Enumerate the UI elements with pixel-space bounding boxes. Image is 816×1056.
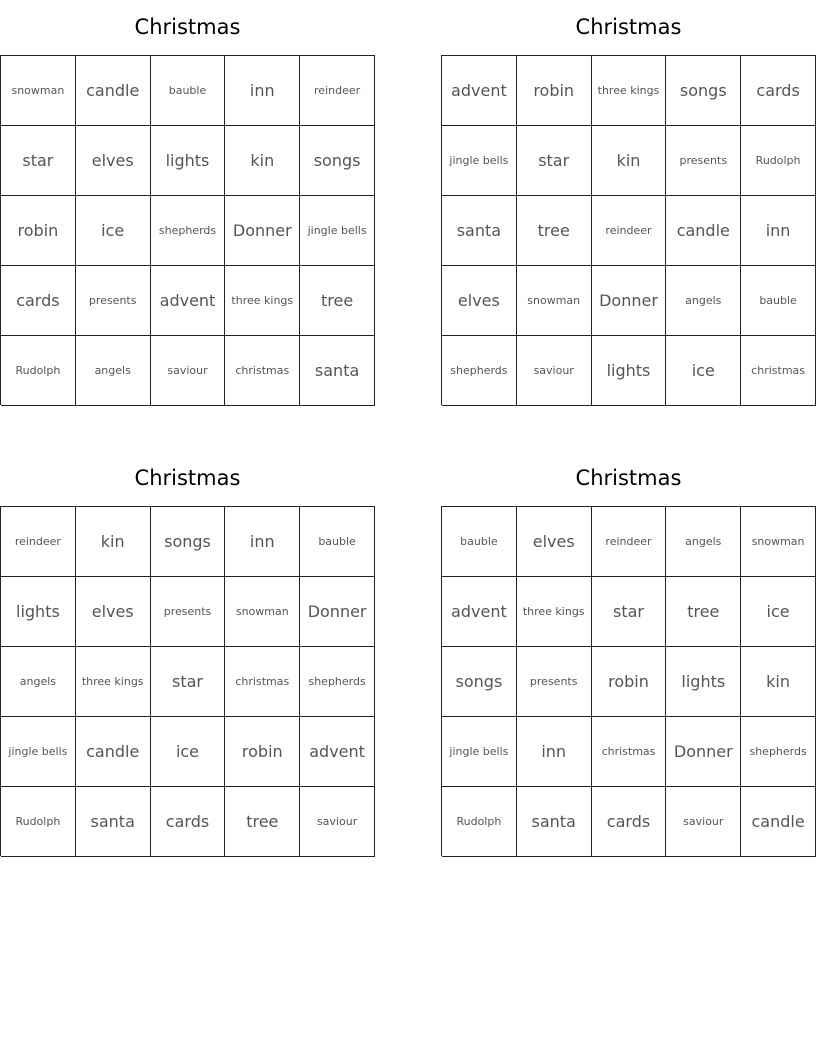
bingo-cell: shepherds bbox=[300, 647, 375, 717]
bingo-cell: candle bbox=[76, 717, 151, 787]
bingo-cell: robin bbox=[1, 196, 76, 266]
bingo-cell: bauble bbox=[741, 266, 816, 336]
bingo-cell: Rudolph bbox=[1, 787, 76, 857]
bingo-cell: presents bbox=[76, 266, 151, 336]
bingo-cell: songs bbox=[300, 126, 375, 196]
bingo-cell: advent bbox=[442, 56, 517, 126]
bingo-cell: cards bbox=[592, 787, 667, 857]
bingo-cell: reindeer bbox=[592, 196, 667, 266]
card-title: Christmas bbox=[134, 15, 241, 39]
bingo-cell: saviour bbox=[666, 787, 741, 857]
bingo-cell: star bbox=[517, 126, 592, 196]
bingo-cell: reindeer bbox=[300, 56, 375, 126]
card-title: Christmas bbox=[134, 466, 241, 490]
bingo-cell: robin bbox=[225, 717, 300, 787]
bingo-cell: cards bbox=[151, 787, 226, 857]
bingo-cell: Donner bbox=[666, 717, 741, 787]
bingo-cell: shepherds bbox=[741, 717, 816, 787]
bingo-cell: Rudolph bbox=[442, 787, 517, 857]
bingo-cell: star bbox=[592, 577, 667, 647]
bingo-cell: songs bbox=[442, 647, 517, 717]
bingo-cell: candle bbox=[666, 196, 741, 266]
bingo-cell: three kings bbox=[76, 647, 151, 717]
bingo-cell: cards bbox=[741, 56, 816, 126]
bingo-cell: angels bbox=[666, 507, 741, 577]
bingo-cell: songs bbox=[666, 56, 741, 126]
bingo-cell: three kings bbox=[517, 577, 592, 647]
bingo-cell: star bbox=[1, 126, 76, 196]
bingo-cell: bauble bbox=[151, 56, 226, 126]
bingo-cell: angels bbox=[1, 647, 76, 717]
bingo-cell: ice bbox=[76, 196, 151, 266]
bingo-cell: tree bbox=[225, 787, 300, 857]
bingo-card bbox=[0, 465, 375, 856]
bingo-cell: star bbox=[151, 647, 226, 717]
bingo-cell: Rudolph bbox=[741, 126, 816, 196]
bingo-cell: elves bbox=[76, 577, 151, 647]
bingo-cell: elves bbox=[76, 126, 151, 196]
bingo-cell: inn bbox=[741, 196, 816, 266]
bingo-cell: ice bbox=[741, 577, 816, 647]
bingo-cell: advent bbox=[442, 577, 517, 647]
bingo-cell: presents bbox=[151, 577, 226, 647]
bingo-cell: snowman bbox=[741, 507, 816, 577]
bingo-cell: Donner bbox=[300, 577, 375, 647]
bingo-cell: kin bbox=[76, 507, 151, 577]
bingo-cell: presents bbox=[517, 647, 592, 717]
bingo-cell: lights bbox=[592, 336, 667, 406]
bingo-cell: three kings bbox=[225, 266, 300, 336]
bingo-cell: angels bbox=[666, 266, 741, 336]
bingo-cell: tree bbox=[517, 196, 592, 266]
bingo-cell: christmas bbox=[741, 336, 816, 406]
bingo-cell: cards bbox=[1, 266, 76, 336]
bingo-cell: Rudolph bbox=[1, 336, 76, 406]
bingo-cell: reindeer bbox=[1, 507, 76, 577]
bingo-cell: candle bbox=[741, 787, 816, 857]
bingo-cell: santa bbox=[517, 787, 592, 857]
bingo-cell: bauble bbox=[442, 507, 517, 577]
bingo-grid bbox=[0, 55, 375, 405]
bingo-card bbox=[441, 14, 816, 405]
bingo-cell: snowman bbox=[225, 577, 300, 647]
bingo-cell: robin bbox=[517, 56, 592, 126]
bingo-cell: lights bbox=[1, 577, 76, 647]
bingo-cell: robin bbox=[592, 647, 667, 717]
bingo-cell: shepherds bbox=[442, 336, 517, 406]
bingo-cell: snowman bbox=[517, 266, 592, 336]
bingo-grid bbox=[0, 506, 375, 856]
bingo-cell: jingle bells bbox=[442, 717, 517, 787]
bingo-cell: kin bbox=[225, 126, 300, 196]
bingo-cell: advent bbox=[300, 717, 375, 787]
bingo-cell: tree bbox=[666, 577, 741, 647]
bingo-card bbox=[0, 14, 375, 405]
bingo-cell: presents bbox=[666, 126, 741, 196]
bingo-cell: jingle bells bbox=[300, 196, 375, 266]
bingo-cell: inn bbox=[225, 507, 300, 577]
bingo-cell: saviour bbox=[517, 336, 592, 406]
bingo-cell: three kings bbox=[592, 56, 667, 126]
bingo-cell: ice bbox=[666, 336, 741, 406]
bingo-grid bbox=[441, 506, 816, 856]
bingo-cell: reindeer bbox=[592, 507, 667, 577]
bingo-cell: jingle bells bbox=[442, 126, 517, 196]
bingo-cell: ice bbox=[151, 717, 226, 787]
bingo-cell: songs bbox=[151, 507, 226, 577]
bingo-cell: christmas bbox=[592, 717, 667, 787]
bingo-cell: christmas bbox=[225, 336, 300, 406]
bingo-cell: Donner bbox=[225, 196, 300, 266]
bingo-grid bbox=[441, 55, 816, 405]
card-title: Christmas bbox=[575, 15, 682, 39]
bingo-cell: santa bbox=[442, 196, 517, 266]
bingo-cell: snowman bbox=[1, 56, 76, 126]
bingo-cell: elves bbox=[442, 266, 517, 336]
bingo-cell: lights bbox=[666, 647, 741, 717]
bingo-cell: bauble bbox=[300, 507, 375, 577]
bingo-cell: inn bbox=[225, 56, 300, 126]
bingo-cell: advent bbox=[151, 266, 226, 336]
bingo-cell: elves bbox=[517, 507, 592, 577]
bingo-cell: shepherds bbox=[151, 196, 226, 266]
bingo-card bbox=[441, 465, 816, 856]
bingo-cell: lights bbox=[151, 126, 226, 196]
bingo-cell: angels bbox=[76, 336, 151, 406]
bingo-cell: saviour bbox=[300, 787, 375, 857]
bingo-cell: tree bbox=[300, 266, 375, 336]
bingo-cell: jingle bells bbox=[1, 717, 76, 787]
bingo-cell: inn bbox=[517, 717, 592, 787]
bingo-cell: santa bbox=[76, 787, 151, 857]
bingo-cell: kin bbox=[592, 126, 667, 196]
bingo-cell: santa bbox=[300, 336, 375, 406]
bingo-cell: Donner bbox=[592, 266, 667, 336]
bingo-cell: kin bbox=[741, 647, 816, 717]
card-title: Christmas bbox=[575, 466, 682, 490]
bingo-cell: saviour bbox=[151, 336, 226, 406]
bingo-cell: christmas bbox=[225, 647, 300, 717]
bingo-cell: candle bbox=[76, 56, 151, 126]
